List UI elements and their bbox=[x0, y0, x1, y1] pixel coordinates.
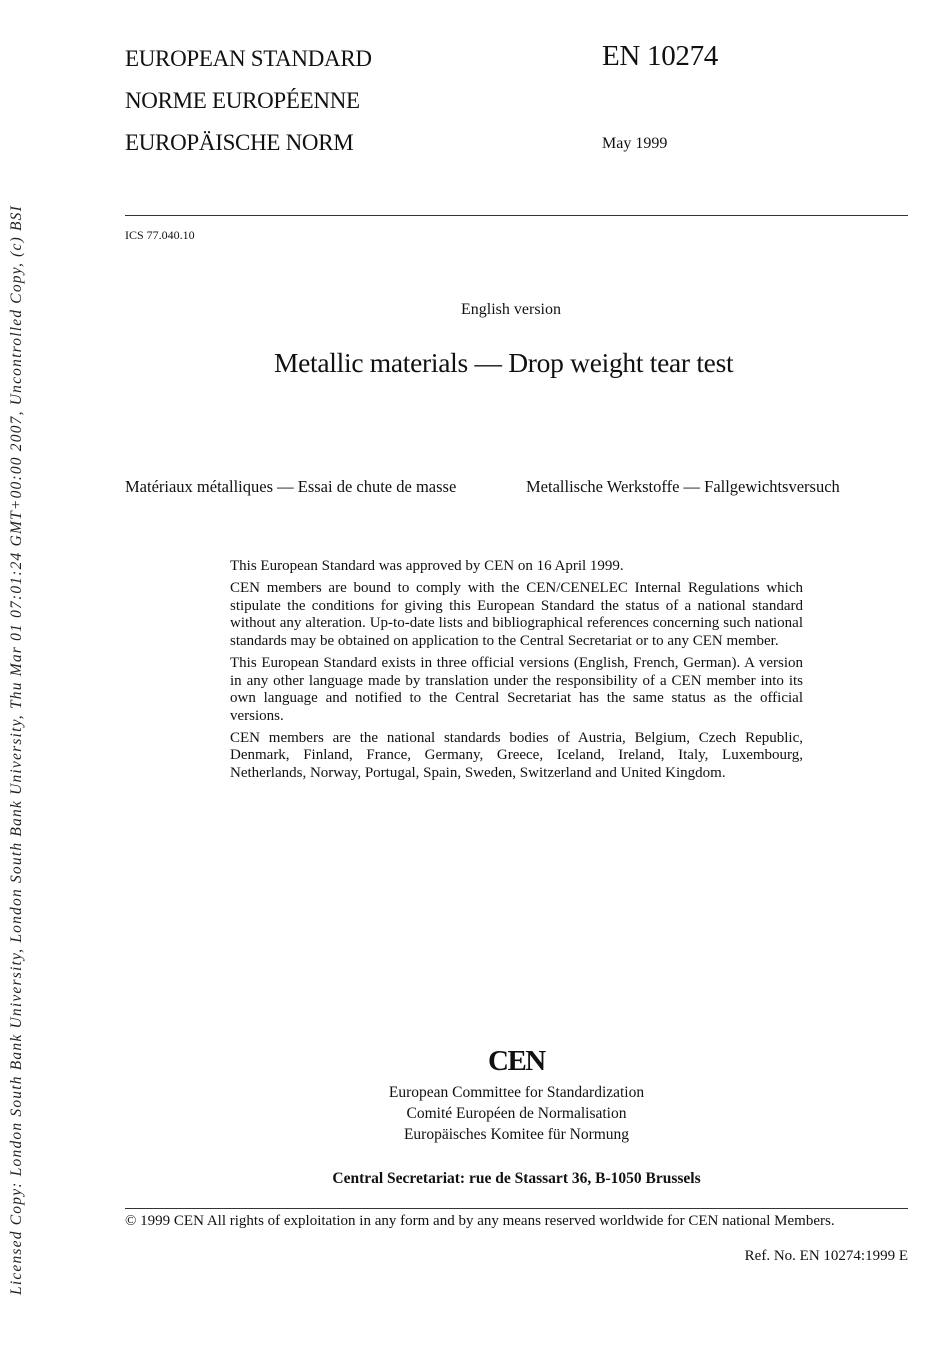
copyright-notice: © 1999 CEN All rights of exploitation in any form and by any means reserved worldwide for CEN national Members. bbox=[125, 1213, 835, 1229]
cen-name-english: European Committee for Standardization bbox=[388, 1084, 645, 1101]
version-label: English version bbox=[461, 301, 561, 318]
footer-divider bbox=[125, 1208, 908, 1209]
title-german: Metallische Werkstoffe — Fallgewichtsversuch bbox=[526, 477, 840, 496]
paragraph-approval: This European Standard was approved by CEN on 16 April 1999. bbox=[230, 558, 624, 574]
title-french: Matériaux métalliques — Essai de chute de masse bbox=[125, 477, 457, 496]
document-title: Metallic materials — Drop weight tear test bbox=[274, 347, 734, 378]
standard-type-german: EUROPÄISCHE NORM bbox=[125, 130, 354, 155]
publication-date: May 1999 bbox=[602, 135, 668, 152]
cen-name-french: Comité Européen de Normalisation bbox=[406, 1105, 627, 1122]
cen-organization-names bbox=[300, 1082, 733, 1145]
paragraph-versions: This European Standard exists in three official versions (English, French, German). A version in any other language made by translation under the responsibility of a CEN member into its own language and notified to the Central Secretariat has the same status as the official versions. bbox=[230, 654, 803, 724]
ics-code: ICS 77.040.10 bbox=[125, 228, 195, 242]
paragraph-regulations: CEN members are bound to comply with the CEN/CENELEC Internal Regulations which stipulate the conditions for giving this European Standard the status of a national standard without any alteration. Up-to-date lists and bibliographical references concerning such national standards may be obtained on application to the Central Secretariat or to any CEN member. bbox=[230, 580, 803, 649]
cen-logo: CEN bbox=[488, 1045, 545, 1077]
standard-type-french: NORME EUROPÉENNE bbox=[125, 88, 360, 113]
standard-number: EN 10274 bbox=[602, 40, 719, 72]
reference-number: Ref. No. EN 10274:1999 E bbox=[744, 1248, 908, 1264]
paragraph-members: CEN members are the national standards bodies of Austria, Belgium, Czech Republic, Denmark, Finland, France, Germany, Greece, Iceland, Ireland, Italy, Luxembourg, Netherlands, Norway, Portugal, Spain, Sweden, Switzerland and United Kingdom. bbox=[230, 729, 803, 782]
standard-type-english: EUROPEAN STANDARD bbox=[125, 46, 372, 71]
watermark-license-notice: Licensed Copy: London South Bank University, London South Bank University, Thu Mar 01 07:01:24 GMT+00:00 2007, Uncontrolled Copy, (c) BSI bbox=[8, 205, 25, 1295]
header-divider bbox=[125, 215, 908, 216]
central-secretariat-address: Central Secretariat: rue de Stassart 36, B-1050 Brussels bbox=[332, 1170, 701, 1187]
approval-statement bbox=[230, 558, 803, 787]
cen-name-german: Europäisches Komitee für Normung bbox=[403, 1126, 630, 1143]
